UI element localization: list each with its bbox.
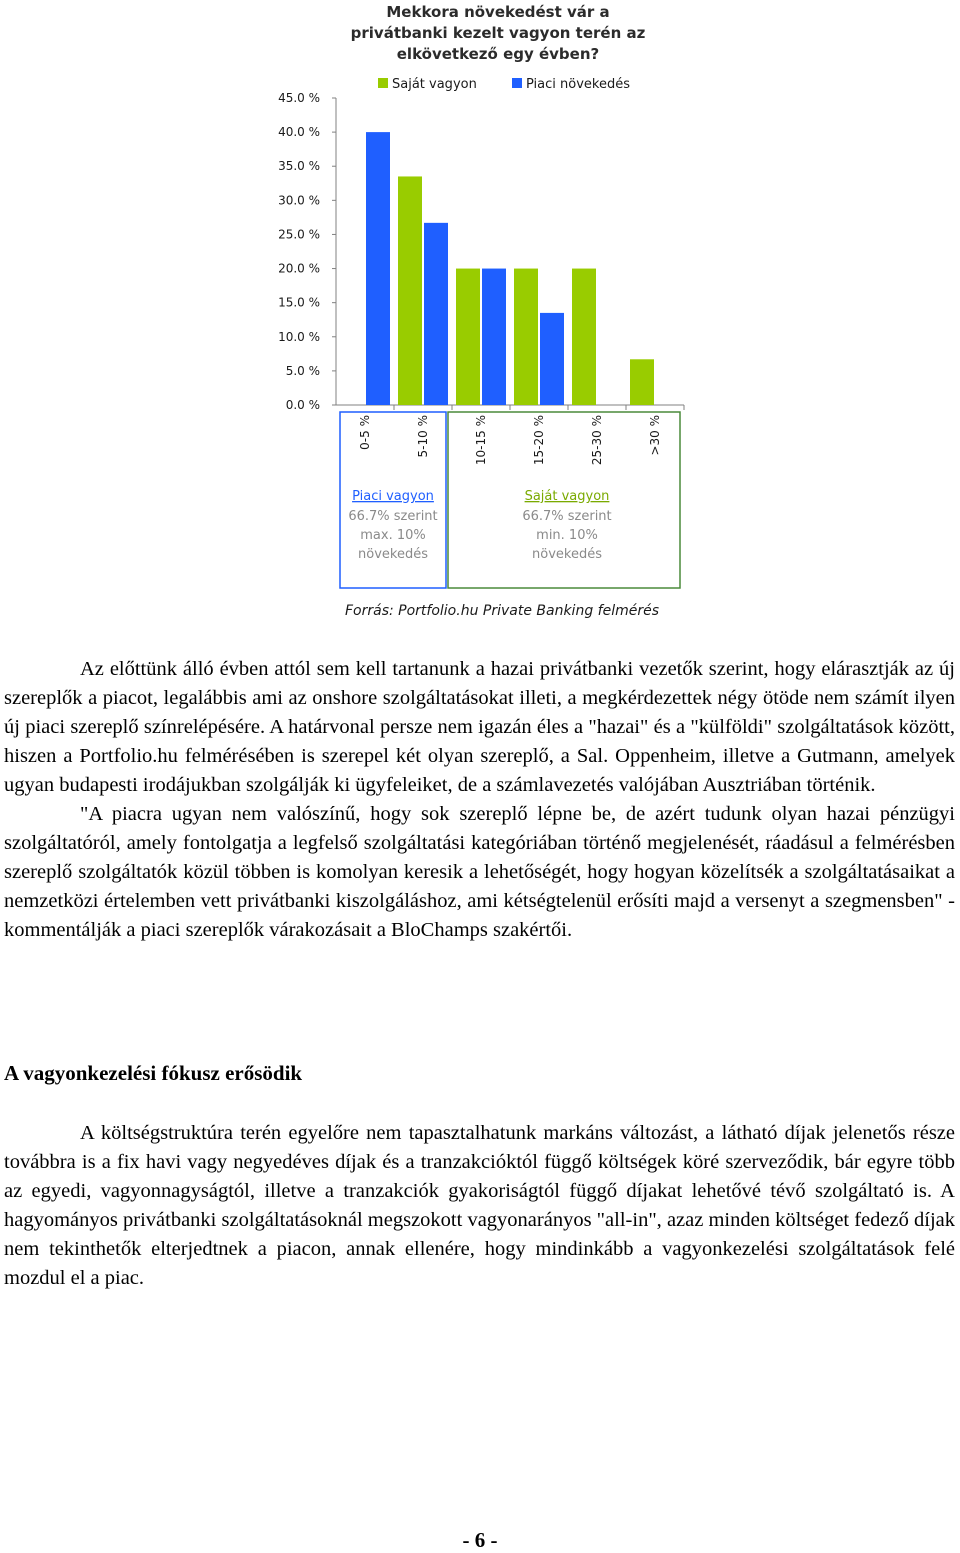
x-category-label: 25-30 %	[590, 415, 604, 466]
y-tick-label: 20.0 %	[278, 261, 320, 276]
legend-swatch	[512, 78, 522, 88]
bar	[482, 269, 506, 405]
annotation-line: 66.7% szerint	[348, 509, 438, 524]
chart-title-line: privátbanki kezelt vagyon terén az	[350, 24, 646, 42]
annotation-title: Piaci vagyon	[352, 489, 434, 504]
x-category-label: 10-15 %	[474, 415, 488, 466]
annotation-line: 66.7% szerint	[522, 509, 612, 524]
bar	[366, 132, 390, 405]
x-category-label: 5-10 %	[416, 415, 430, 458]
chart-title-line: elkövetkező egy évben?	[396, 45, 600, 63]
section-heading: A vagyonkezelési fókusz erősödik	[4, 1061, 303, 1085]
paragraph-2: "A piacra ugyan nem valószínű, hogy sok szereplő lépne be, de azért tudunk olyan hazai pénzügyi szolgáltatóról, amely fontolgatja a legfelső szolgáltatási kategóriában történő megjelenését, ráadásul a felmérésben szereplő szolgáltatók közül többen is komolyan keresik a lehetőségét, hogy hogyan közelítsék a szolgáltatásaikat a nemzetközi értelemben vett privátbanki kiszolgáláshoz, ami kétségtelenül erősíti majd a versenyt a szegmensben" - kommentálják a piaci szereplők várakozásait a BloChamps szakértői.	[4, 803, 955, 941]
y-tick-label: 30.0 %	[278, 193, 320, 208]
bar-chart	[260, 0, 720, 625]
annotation-line: min. 10%	[536, 528, 598, 543]
x-category-label: 15-20 %	[532, 415, 546, 466]
chart-title-line: Mekkora növekedést vár a	[386, 3, 610, 21]
y-tick-label: 45.0 %	[278, 91, 320, 105]
page-number: - 6 -	[462, 1528, 498, 1552]
legend-label: Piaci növekedés	[526, 77, 630, 92]
annotation-line: max. 10%	[360, 528, 426, 543]
y-tick-label: 0.0 %	[285, 398, 320, 412]
legend-label: Saját vagyon	[392, 77, 477, 92]
bar	[398, 176, 422, 405]
x-category-label: 0-5 %	[358, 415, 372, 450]
x-category-label: >30 %	[648, 415, 662, 456]
y-tick-label: 25.0 %	[278, 227, 320, 242]
bar	[572, 269, 596, 405]
y-tick-label: 15.0 %	[278, 295, 320, 310]
chart-source: Forrás: Portfolio.hu Private Banking felmérés	[344, 603, 660, 619]
y-tick-label: 5.0 %	[285, 363, 320, 378]
bar	[456, 269, 480, 405]
annotation-line: növekedés	[532, 547, 602, 562]
bar	[630, 359, 654, 405]
y-tick-label: 40.0 %	[278, 125, 320, 140]
bar	[514, 269, 538, 405]
paragraph-3: A költségstruktúra terén egyelőre nem tapasztalhatunk markáns változást, a látható díjak jelenetős része továbbra is a fix havi vagy negyedéves díjak és a tranzakcióktól függő költségek köré szerveződik, bár egyre több az egyedi, vagyonnagyságtól, illetve a tranzakciók gyakoriságtól függő díjakat lehetővé tévő szolgáltató is. A hagyományos privátbanki szolgáltatásoknál megszokott vagyonarányos "all-in", azaz minden költséget fedező díjak nem tekinthetők elterjedtnek a piacon, annak ellenére, hogy mindinkább a vagyonkezelési szolgáltatások felé mozdul el a piac.	[4, 1122, 955, 1289]
y-tick-label: 10.0 %	[278, 329, 320, 344]
y-tick-label: 35.0 %	[278, 159, 320, 174]
bar	[424, 223, 448, 405]
chart-figure	[260, 0, 720, 625]
annotation-line: növekedés	[358, 547, 428, 562]
body-text-2	[4, 1119, 955, 1293]
legend-swatch	[378, 78, 388, 88]
body-text-1	[4, 655, 955, 945]
annotation-title: Saját vagyon	[524, 489, 610, 504]
bar	[540, 313, 564, 405]
paragraph-1: Az előttünk álló évben attól sem kell tartanunk a hazai privátbanki vezetők szerint, hogy elárasztják az új szereplők a piacot, legalábbis ami az onshore szolgáltatásokat illeti, a megkérdezettek négy ötöde nem számít ilyen új piaci szereplő színrelépésére. A határvonal persze nem igazán éles a "hazai" és a "külföldi" szolgáltatások között, hiszen a Portfolio.hu felmérésében is szerepel két olyan szereplő, a Sal. Oppenheim, illetve a Gutmann, amelyek ugyan budapesti irodájukban szolgálják ki ügyfeleiket, de a számlavezetés valójában Ausztriában történik.	[4, 658, 955, 796]
